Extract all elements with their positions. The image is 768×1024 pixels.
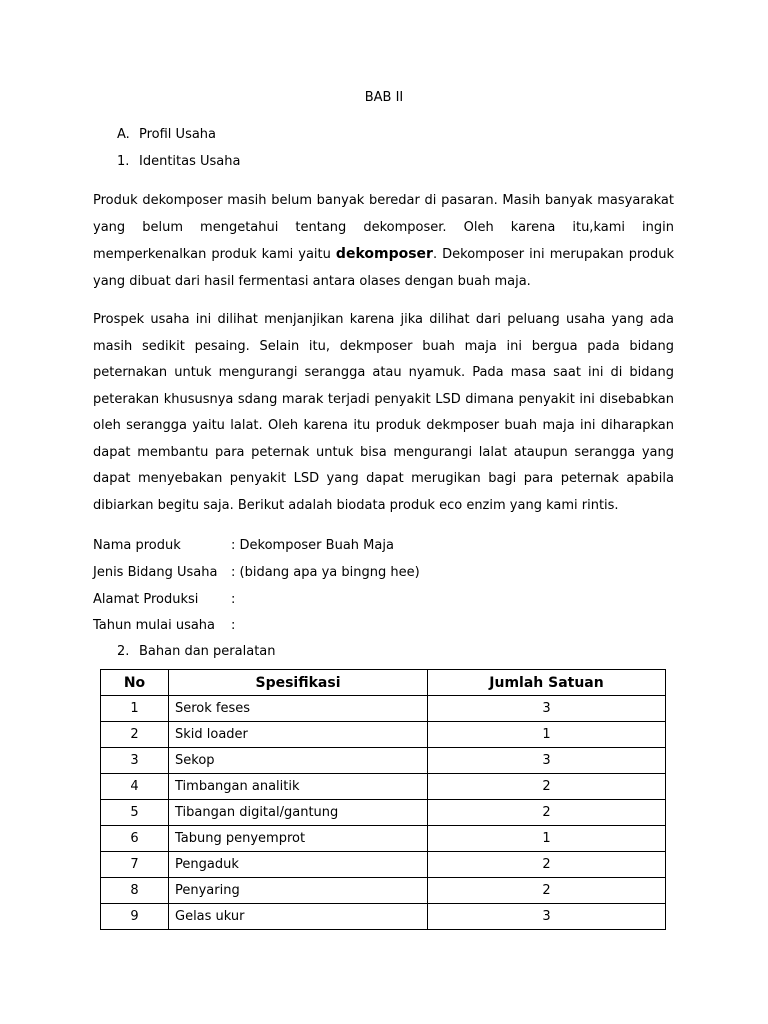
row-qty: 3 [428, 748, 666, 774]
row-no: 8 [101, 878, 169, 904]
row-no: 5 [101, 800, 169, 826]
paragraph-intro [93, 188, 674, 295]
row-spec: Sekop [169, 748, 428, 774]
field-value: : (bidang apa ya bingng hee) [231, 565, 420, 580]
section-2-marker: 2. [117, 644, 130, 659]
row-qty: 3 [428, 696, 666, 722]
row-qty: 3 [428, 904, 666, 930]
row-no: 1 [101, 696, 169, 722]
section-a-marker: A. [117, 127, 130, 142]
field-label: Nama produk [93, 538, 181, 553]
section-1-label: Identitas Usaha [139, 154, 241, 169]
field-value: : Dekomposer Buah Maja [231, 538, 394, 553]
row-spec: Pengaduk [169, 852, 428, 878]
table-row [101, 904, 666, 930]
field-label: Tahun mulai usaha [93, 618, 216, 633]
table-header-row [101, 670, 666, 696]
section-a-heading [117, 127, 216, 142]
section-1-heading [117, 154, 240, 169]
table-row [101, 748, 666, 774]
header-spesifikasi: Spesifikasi [169, 670, 428, 696]
row-no: 4 [101, 774, 169, 800]
row-qty: 1 [428, 826, 666, 852]
table-row [101, 722, 666, 748]
section-2-label: Bahan dan peralatan [139, 644, 276, 659]
field-label: Alamat Produksi [93, 592, 199, 607]
row-spec: Serok feses [169, 696, 428, 722]
field-tahun-mulai [93, 618, 235, 633]
row-spec: Penyaring [169, 878, 428, 904]
section-a-label: Profil Usaha [139, 127, 217, 142]
paragraph-intro-after: . Dekomposer ini merupakan produk yang dibuat dari hasil fermentasi antara olases dengan buah maja. [93, 247, 674, 289]
row-qty: 2 [428, 800, 666, 826]
row-qty: 2 [428, 774, 666, 800]
header-no: No [101, 670, 169, 696]
row-qty: 1 [428, 722, 666, 748]
section-1-marker: 1. [117, 154, 130, 169]
table-row [101, 826, 666, 852]
field-nama-produk [93, 538, 394, 553]
row-no: 7 [101, 852, 169, 878]
row-qty: 2 [428, 852, 666, 878]
row-spec: Timbangan analitik [169, 774, 428, 800]
table-row [101, 696, 666, 722]
table-row [101, 774, 666, 800]
table-row [101, 852, 666, 878]
paragraph-intro-bold: dekomposer [335, 246, 433, 262]
table-row [101, 878, 666, 904]
row-spec: Tibangan digital/gantung [169, 800, 428, 826]
row-qty: 2 [428, 878, 666, 904]
row-spec: Skid loader [169, 722, 428, 748]
row-spec: Gelas ukur [169, 904, 428, 930]
field-alamat-produksi [93, 592, 235, 607]
section-2-heading [117, 644, 276, 659]
row-no: 6 [101, 826, 169, 852]
field-label: Jenis Bidang Usaha [93, 565, 218, 580]
paragraph-intro-before: Produk dekomposer masih belum banyak beredar di pasaran. Masih banyak masyarakat yang belum mengetahui tentang dekomposer. Oleh karena itu,kami ingin memperkenalkan produk kami yaitu [93, 193, 674, 262]
field-value: : [231, 592, 236, 607]
row-no: 3 [101, 748, 169, 774]
row-no: 2 [101, 722, 169, 748]
row-no: 9 [101, 904, 169, 930]
chapter-title: BAB II [364, 90, 404, 105]
paragraph-prospect: Prospek usaha ini dilihat menjanjikan karena jika dilihat dari peluang usaha yang ada masih sedikit pesaing. Selain itu, dekmposer buah maja ini bergua pada bidang peternakan untuk mengurangi serangga atau nyamuk. Pada masa saat ini di bidang peterakan khususnya sdang marak terjadi penyakit LSD dimana penyakit ini disebabkan oleh serangga yaitu lalat. Oleh karena itu produk dekmposer buah maja ini diharapkan dapat membantu para peternak untuk bisa mengurangi lalat ataupun serangga yang dapat menyebakan penyakit LSD yang dapat merugikan bagi para peternak apabila dibiarkan begitu saja. Berikut adalah biodata produk eco enzim yang kami rintis. [93, 312, 674, 513]
header-jumlah-satuan: Jumlah Satuan [428, 670, 666, 696]
field-jenis-bidang [93, 565, 420, 580]
row-spec: Tabung penyemprot [169, 826, 428, 852]
table-row [101, 800, 666, 826]
field-value: : [231, 618, 236, 633]
equipment-table [100, 669, 666, 930]
